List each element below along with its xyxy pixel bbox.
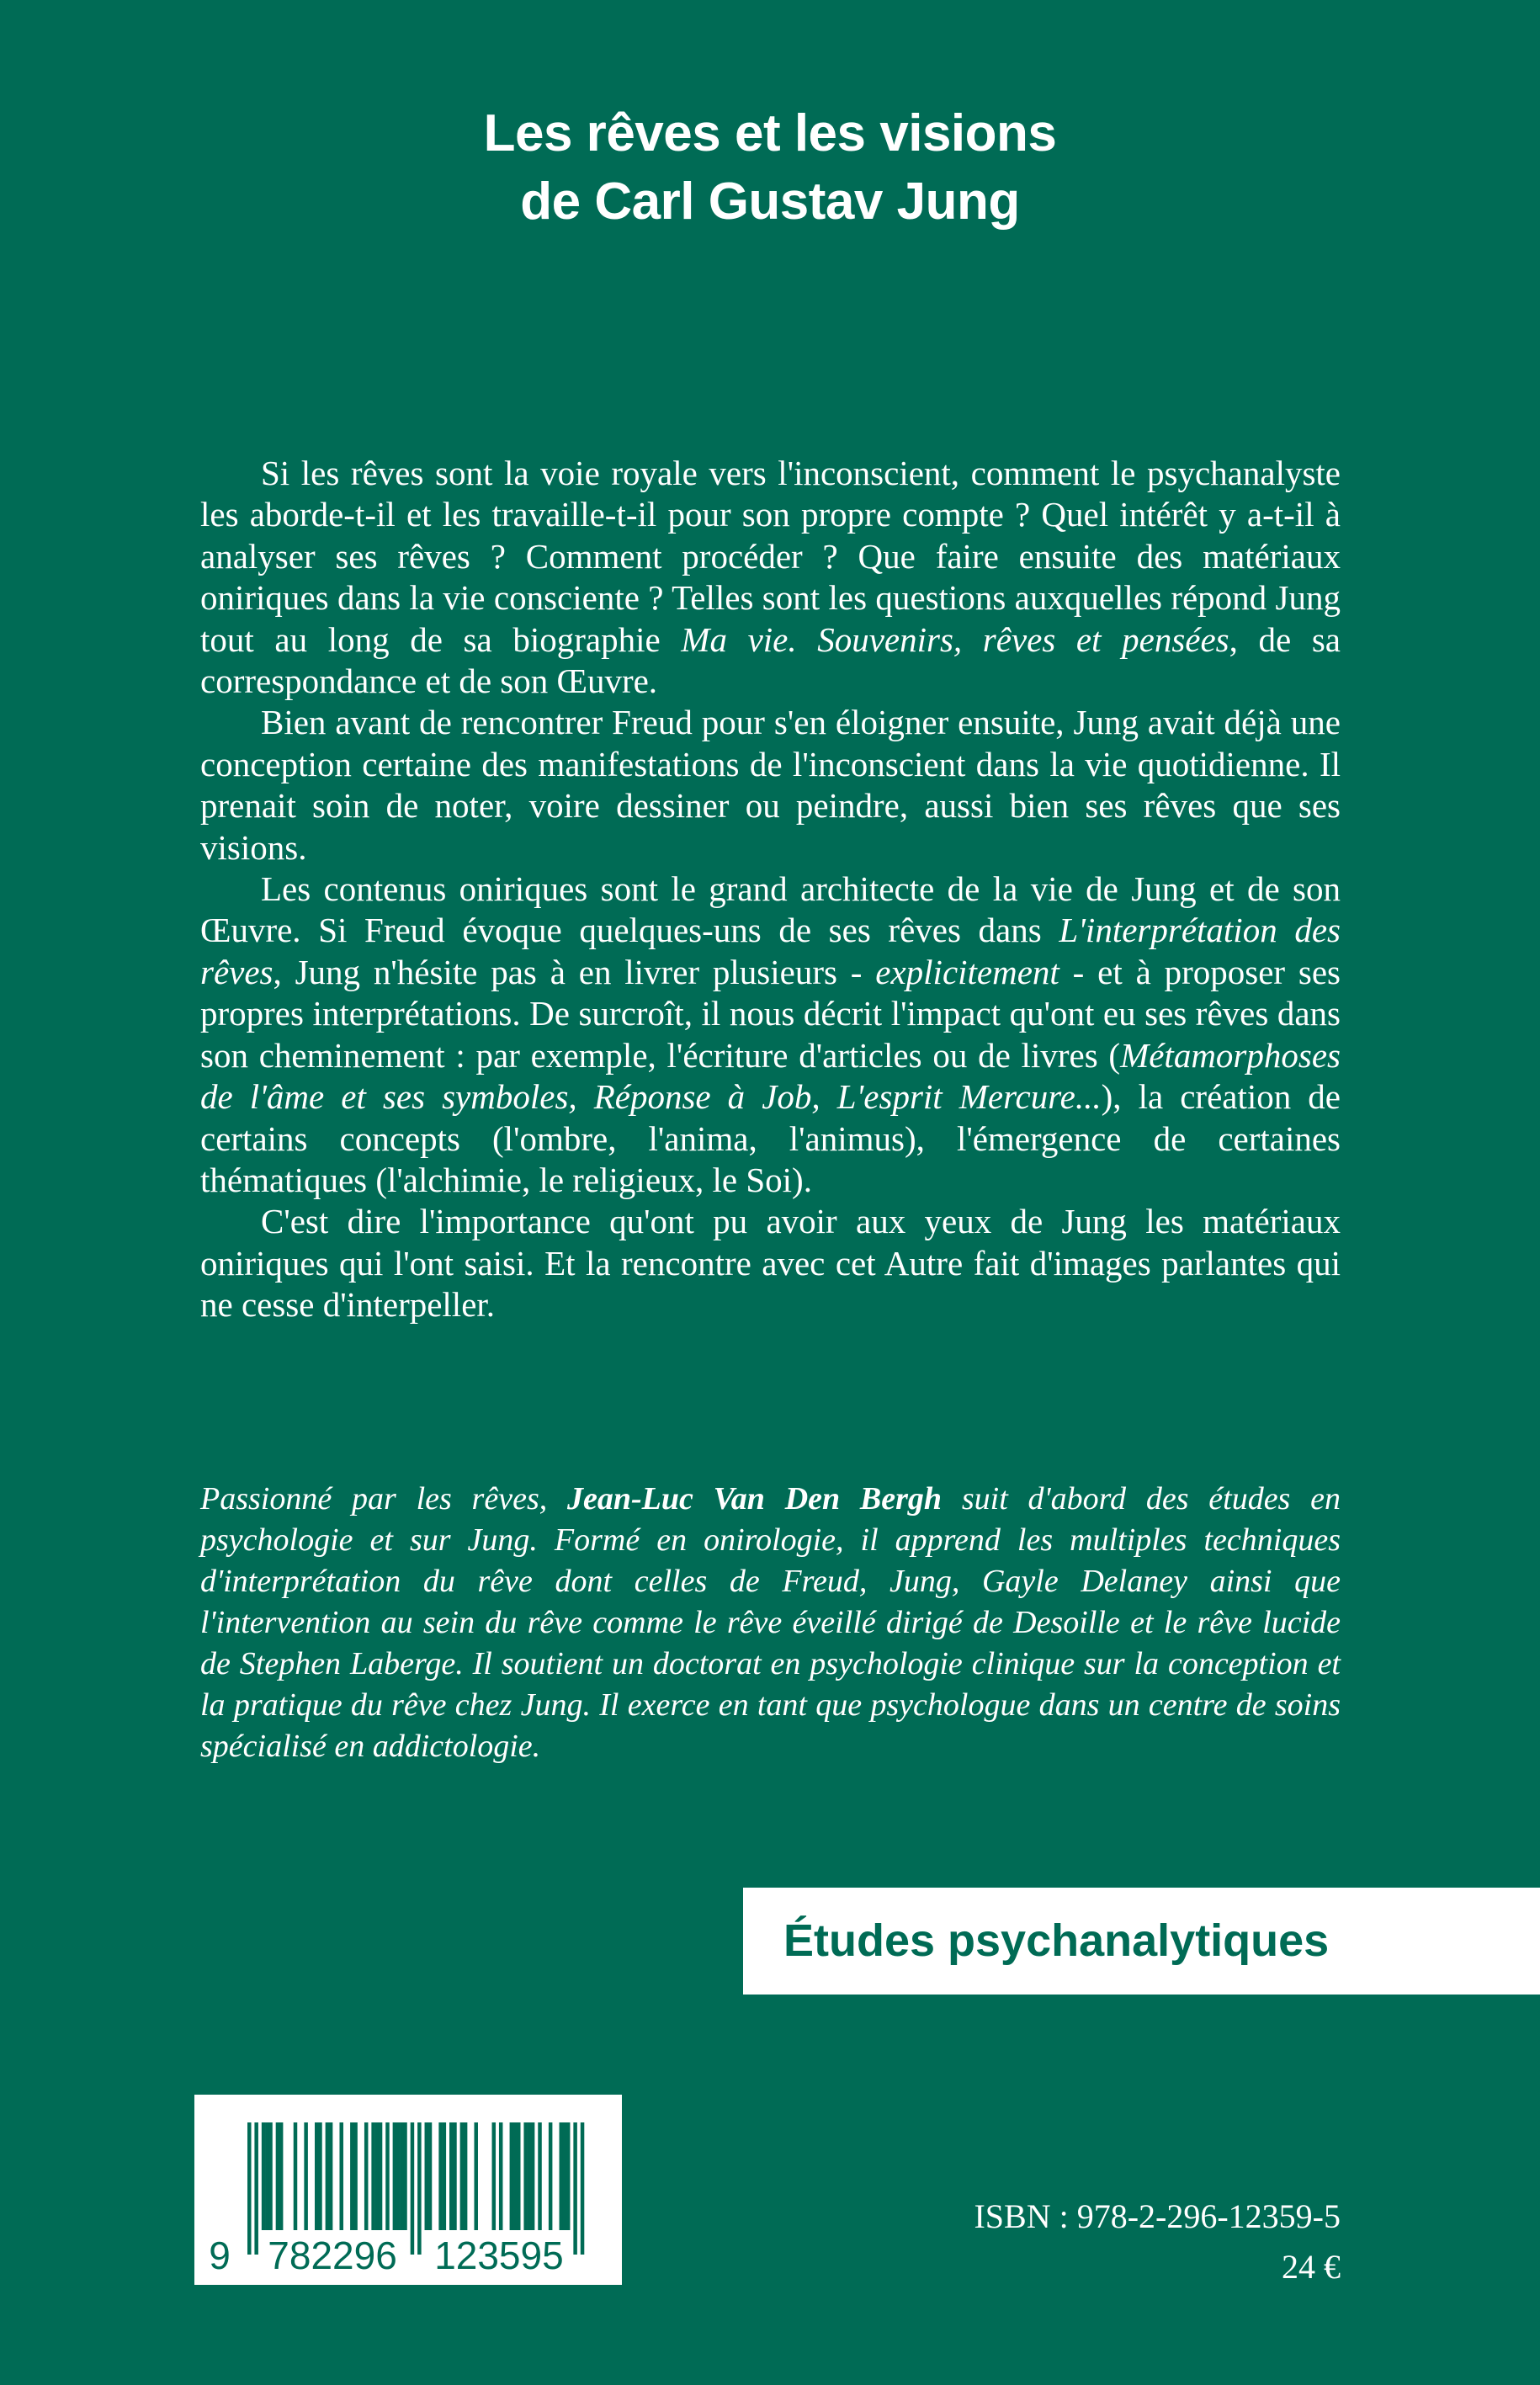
isbn: ISBN : 978-2-296-12359-5 [974,2197,1341,2235]
book-title [0,99,1540,236]
barcode-bar [492,2122,497,2230]
barcode-bar [379,2122,383,2230]
blurb-paragraph-2: Bien avant de rencontrer Freud pour s'en éloigner ensuite, Jung avait déjà une conception certaine des manifestations de l'inconscient dans la vie quotidienne. Il prenait soin de noter, voire dessiner ou peindre, aussi bien ses rêves que ses visions. [200,703,1341,867]
barcode-bar [513,2122,518,2230]
barcode-bar [385,2122,390,2230]
barcode-bar [329,2122,333,2230]
barcode-bar [464,2122,468,2230]
barcode-bar [247,2122,252,2255]
title-line-2: de Carl Gustav Jung [520,173,1020,231]
barcode-bar [364,2122,369,2230]
barcode-bar [262,2122,266,2230]
barcode-bar [304,2122,308,2230]
barcode-bar [411,2122,415,2255]
barcode-digits: 123595 [434,2234,564,2277]
author-bio [200,1479,1341,1767]
text: , Jung n'hésite pas à en livrer plusieurs - [273,952,876,991]
barcode-bar [371,2122,375,2230]
blurb-paragraph-1 [200,453,1341,702]
barcode-bar [549,2122,553,2230]
text: suit d'abord des études en psychologie et sur Jung. Formé en onirologie, il apprend les multiples techniques d'interprétation du rêve dont celles de Freud, Jung, Gayle Delaney ainsi que l'intervention au sein du rêve comme le rêve éveillé dirigé de Desoille et le rêve lucide de Stephen Laberge. Il soutient un doctorat en psychologie clinique sur la conception et la pratique du rêve chez Jung. Il exerce en tant que psychologue dans un centre de soins spécialisé en addictologie. [200,1481,1341,1764]
barcode-bar [499,2122,503,2230]
barcode-bar [294,2122,298,2230]
title-line-1: Les rêves et les visions [483,104,1057,162]
book-title-ref: L'interprétation des rêves [200,911,1341,991]
barcode-bar [443,2122,447,2230]
barcode-digits: 9 [209,2234,231,2277]
barcode-bar [563,2122,567,2230]
barcode-bar [339,2122,343,2230]
barcode-bar [581,2122,585,2255]
barcode-bar [510,2122,514,2230]
text: Passionné par les rêves, [200,1481,568,1517]
barcode-bar [560,2122,564,2230]
barcode-bar [438,2122,443,2230]
text: , de sa correspondance et de son Œuvre. [200,619,1341,701]
barcode-bar [460,2122,465,2230]
barcode-bar [538,2122,542,2230]
blurb-paragraph-4: C'est dire l'importance qu'ont pu avoir aux yeux de Jung les matériaux oniriques qui l'ont saisi. Et la rencontre avec cet Autre fait d'images parlantes qui ne cesse d'interpeller. [200,1202,1341,1325]
series-label: Études psychanalytiques [743,1888,1540,1995]
barcode-bar [326,2122,330,2230]
barcode-bar [265,2122,269,2230]
author-name: Jean-Luc Van Den Bergh [567,1481,943,1517]
barcode-graphic [194,2095,622,2285]
barcode-bar [396,2122,401,2230]
barcode-bar [254,2122,258,2255]
barcode-bar [417,2122,422,2255]
barcode-bar [474,2122,478,2230]
barcode-bar [453,2122,457,2230]
barcode-bar [428,2122,433,2230]
text: - et à proposer ses propres interprétations. De surcroît, il nous décrit l'impact qu'ont eu ses rêves dans son cheminement : par exemple, l'écriture d'articles ou de livres ( [200,952,1341,1075]
barcode-bar [531,2122,535,2230]
book-title-ref: Ma vie. Souvenirs, rêves et pensées [681,619,1229,659]
blurb-paragraph-3 [200,868,1341,1201]
barcode-bar [517,2122,521,2230]
price: 24 € [1282,2248,1341,2286]
barcode-bar [403,2122,407,2230]
barcode-bar [268,2122,273,2230]
barcode-bar [566,2122,571,2230]
book-title-ref: Métamorphoses de l'âme et ses symboles, Réponse à Job, L'esprit Mercure... [200,1035,1341,1117]
barcode-bar [449,2122,454,2230]
text: Les contenus oniriques sont le grand architecte de la vie de Jung et de son Œuvre. Si Freud évoque quelques-uns de ses rêves dans [200,869,1341,950]
barcode-bar [318,2122,322,2230]
barcode-bar [425,2122,429,2230]
barcode-bar [315,2122,319,2230]
barcode-digits: 782296 [268,2234,397,2277]
emphasis: explicitement [875,952,1059,991]
barcode-bar [573,2122,577,2255]
barcode-bar [276,2122,280,2230]
text: Si les rêves sont la voie royale vers l'inconscient, comment le psychanalyste les aborde-t-il et les travaille-t-il pour son propre compte ? Quel intérêt y a-t-il à analyser ses rêves ? Comment procéder ? Que faire ensuite des matériaux oniriques dans la vie consciente ? Telles sont les questions auxquelles répond Jung tout au long de sa biographie [200,454,1341,659]
barcode-bar [400,2122,404,2230]
barcode-bar [375,2122,380,2230]
text: ), la création de certains concepts (l'ombre, l'anima, l'animus), l'émergence de certaines thématiques (l'alchimie, le religieux, le Soi). [200,1077,1341,1199]
barcode-bar [393,2122,397,2230]
blurb [200,453,1341,1326]
barcode-bar [350,2122,354,2230]
barcode-bar [528,2122,532,2230]
barcode [194,2095,622,2285]
barcode-bar [279,2122,284,2230]
barcode-bar [353,2122,358,2230]
barcode-bar [523,2122,528,2230]
